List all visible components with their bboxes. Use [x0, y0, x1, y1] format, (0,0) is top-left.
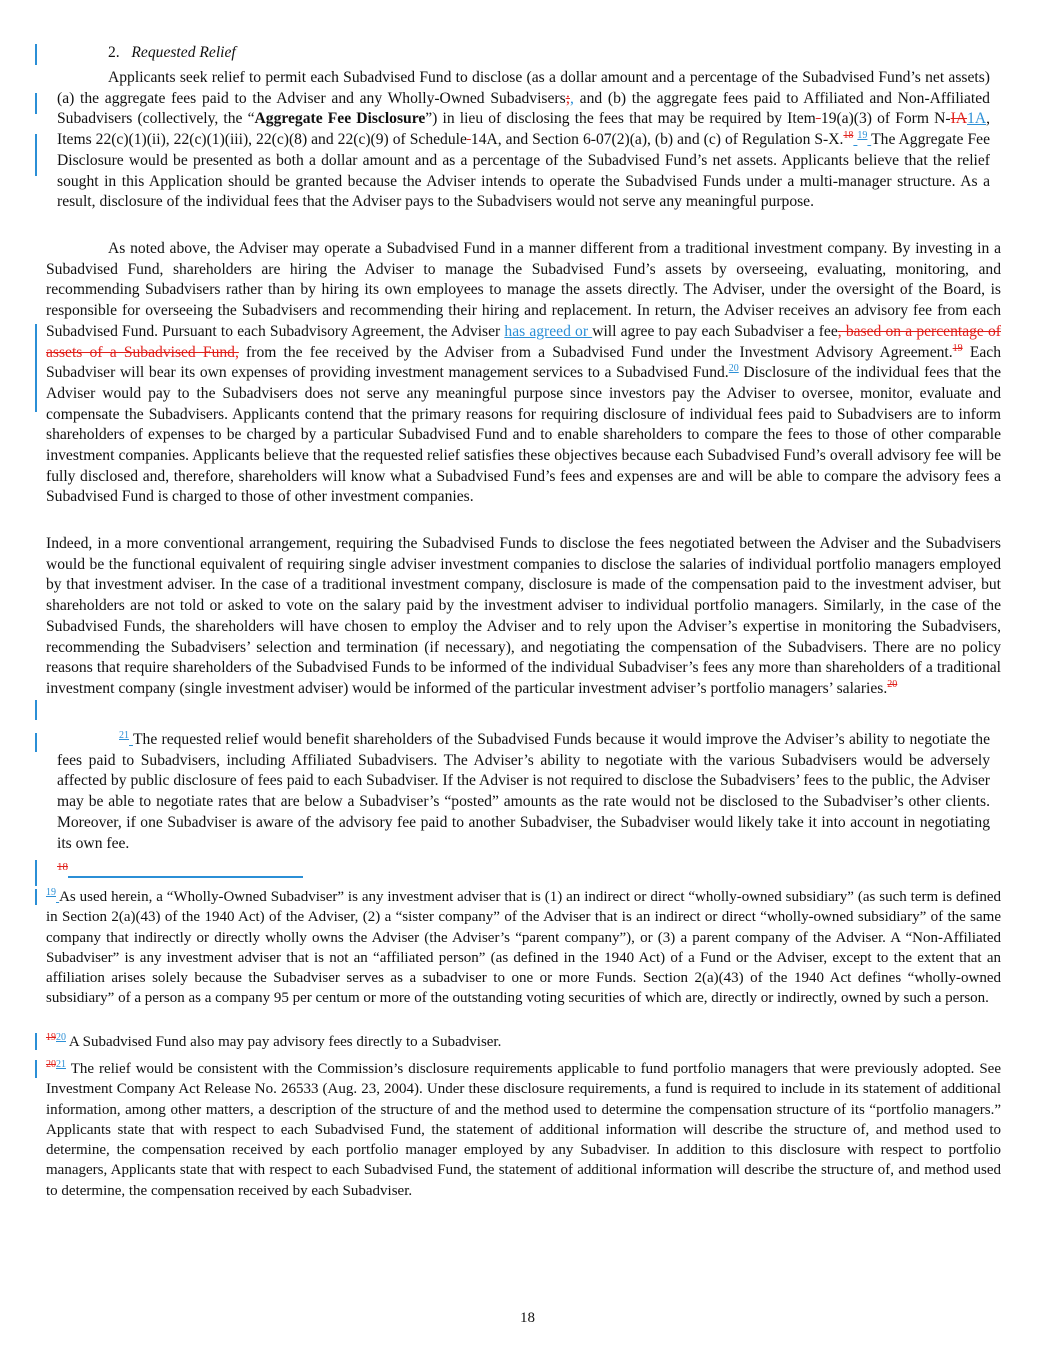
footnote	[46, 887, 1001, 1009]
deleted-footnote-ref[interactable]: 20	[46, 1059, 56, 1070]
section-number: 2.	[108, 44, 120, 61]
paragraph	[46, 239, 1001, 508]
deleted-text: ;	[565, 89, 571, 107]
text-run: 14A, and Section 6-07(2)(a), (b) and (c) of Regulation S-X.	[470, 131, 844, 149]
text-run: will agree to pay each Subadviser a fee	[592, 322, 838, 340]
deleted-text: , based on a percentage of assets of a Subadvised Fund,	[46, 322, 1001, 361]
text-run: 19(a)(3) of Form N-	[820, 110, 951, 128]
text-run: The requested relief would benefit shareholders of the Subadvised Funds because it would improve the Adviser’s ability to negotiate the fees paid to Subadvisers, including Affiliated Subadvisers. The Adviser’s ability to negotiate with the various Subadvisers would be adversely affected by public disclosure of fees paid to each Subadviser. If the Adviser is not required to disclose the Subadvisers’ fees to the public, the Adviser may be able to negotiate rates that are below a Subadviser’s “posted” amounts as the rate would not be disclosed to the Subadviser’s other clients. Moreover, if one Subadviser is aware of the advisory fee paid to another Subadviser, the Subadviser would likely take it into account in negotiating its own fee.	[57, 731, 990, 852]
change-bar	[35, 700, 37, 720]
section-heading	[108, 43, 236, 64]
text-run: Disclosure of the individual fees that the Adviser would pay to the Subadvisers does not serve any meaningful purpose since investors pay the Adviser to oversee, monitor, evaluate and compensate the Subadvisers. Applicants contend that the primary reasons for requiring disclosure of individual fees paid to Subadvisers are to inform shareholders of expenses to be charged by a particular Subadvised Fund and to enable shareholders to compare the fees to those of other comparable investment companies. Applicants believe that the requested relief satisfies these objectives because each Subadvised Fund’s overall advisory fee will be fully disclosed and, therefore, shareholders will know what a Subadvised Fund’s fees and expenses are and will be able to compare the advisory fees a Subadvised Fund is charged to those of other investment companies.	[46, 364, 1001, 506]
change-bar	[35, 1033, 37, 1050]
text-run: Indeed, in a more conventional arrangement, requiring the Subadvised Funds to disclose the fees negotiated between the Adviser and the Subadvisers would be the functional equivalent of requiring single adviser investment companies to disclose the salaries of individual portfolio managers employed by that investment adviser. In the case of a traditional investment company, disclosure is made of the compensation paid to the investment adviser, but shareholders are not told or asked to vote on the salary paid by the investment adviser to individual portfolio managers. Similarly, in the case of the Subadvised Funds, the shareholders will have chosen to employ the Adviser and to rely upon the Adviser’s expertise in monitoring the Subadvisers, recommending the Subadvisers’ selection and termination (if necessary), and negotiating the compensation of the Subadvisers. There are no policy reasons that require shareholders of the Subadvised Funds to be informed of the individual Subadviser’s fees any more than shareholders of a traditional investment company (single investment adviser) would be informed of the particular investment adviser’s portfolio managers’ salaries.	[46, 535, 1001, 697]
deleted-footnote-ref[interactable]: 19	[952, 342, 963, 354]
inserted-footnote-ref[interactable]: 21	[119, 730, 129, 741]
change-bar	[35, 44, 37, 65]
text-run: from the fee received by the Adviser from a Subadvised Fund under the Investment Advisory Agreement.	[238, 343, 953, 361]
text-run: The relief would be consistent with the Commission’s disclosure requirements applicable to fund portfolio managers that were previously adopted. See Investment Company Act Release No. 26533 (Aug. 23, 2004). Under these disclosure requirements, a fund is required to include in its statement of additional information, among other matters, a description of the structure of and the method used to determine the compensation structure of its “portfolio managers.” Applicants state that with respect to each Subadvised Fund, the statement of additional information will describe the structure of, and method used to determine, the compensation received by each portfolio manager employed by any Subadviser. In addition to this disclosure with respect to portfolio managers, Applicants state that with respect to each Subadvised Fund, the statement of additional information will describe the structure of, and method used to determine, the compensation received by each Subadviser.	[46, 1061, 1001, 1199]
section-title: Requested Relief	[131, 44, 236, 61]
text-run: As used herein, a “Wholly-Owned Subadviser” is any investment adviser that is (1) an indirect or direct “wholly-owned subsidiary” (as such term is defined in Section 2(a)(43) of the 1940 Act) of the Adviser, (2) a “sister company” of the Adviser that is an indirect or direct “wholly-owned subsidiary” of the same company that indirectly or directly wholly owns the Adviser (the Adviser’s “parent company”), or (3) a parent company of the Adviser. A “Non-Affiliated Subadviser” is any investment adviser that is not an “affiliated person” (as defined in the 1940 Act) of a Fund or the Adviser, except to the extent that an affiliation arises solely because the Subadviser serves as a subadviser to one or more Funds. Section 2(a)(43) of the 1940 Act defines “wholly-owned subsidiary” of a person as a company 95 per centum or more of the outstanding voting securities of which are, directly or indirectly, owned by such a person.	[46, 889, 1001, 1007]
change-bar	[35, 1060, 37, 1078]
footnote	[46, 1032, 1001, 1052]
footnote-separator	[68, 876, 303, 878]
page-number: 18	[520, 1310, 535, 1326]
inserted-footnote-ref[interactable]: 21	[56, 1059, 66, 1070]
text-run: Applicants seek relief to permit each Subadvised Fund to disclose (as a dollar amount and a percentage of the Subadvised Fund’s net assets) (a) the aggregate fees paid to the Adviser and any Wholly-Owned Subadvisers	[57, 69, 990, 107]
deleted-footnote-ref[interactable]: 19	[46, 1032, 56, 1043]
change-bar	[35, 889, 37, 905]
change-bar	[35, 93, 37, 114]
inserted-text: has agreed or	[504, 322, 593, 340]
text-run: ”) in lieu of disclosing the fees that may be required by Item	[425, 110, 816, 128]
paragraph	[46, 534, 1001, 700]
footnote	[46, 1059, 1001, 1201]
text-run: , Items 22(c)(1)(ii), 22(c)(1)(iii), 22(c)(8) and 22(c)(9) of Schedule	[57, 110, 990, 149]
paragraph	[57, 68, 990, 213]
text-run: As noted above, the Adviser may operate a Subadvised Fund in a manner different from a traditional investment company. By investing in a Subadvised Fund, shareholders are hiring the Adviser to manage the Subadvised Fund’s assets by overseeing, evaluating, monitoring, and recommending Subadvisers rather than by hiring its own employees to manage the assets directly. The Adviser, under the oversight of the Board, is responsible for overseeing the Subadvisers and recommending their hiring and replacement. In return, the Adviser receives an advisory fee from each Subadvised Fund. Pursuant to each Subadvisory Agreement, the Adviser	[46, 240, 1001, 340]
bold-term: Aggregate Fee Disclosure	[254, 110, 426, 128]
inserted-footnote-ref[interactable]: 19	[46, 887, 56, 898]
inserted-text: ,	[570, 89, 574, 107]
inserted-footnote-ref[interactable]: 20	[728, 363, 739, 375]
deleted-footnote-ref[interactable]: 18	[843, 130, 854, 142]
text-run: and (b) the aggregate fees paid to Affiliated and Non-Affiliated Subadvisers (collectively, the “	[57, 89, 990, 128]
inserted-footnote-ref[interactable]: 20	[56, 1032, 66, 1043]
inserted-text: 1A	[967, 110, 987, 128]
text-run: A Subadvised Fund also may pay advisory fees directly to a Subadviser.	[66, 1034, 502, 1050]
change-bar	[35, 324, 37, 412]
text-run: The Aggregate Fee Disclosure would be presented as both a dollar amount and as a percentage of the Subadvised Fund’s net assets. Applicants believe that the relief sought in this Application should be granted because the Adviser intends to operate the Subadvised Funds under a multi-manager structure. As a result, disclosure of the individual fees that the Adviser pays to the Subadvisers would not serve any meaningful purpose.	[57, 131, 990, 211]
inserted-footnote-ref[interactable]: 19	[857, 130, 868, 142]
change-bar	[35, 733, 37, 752]
paragraph	[57, 730, 990, 854]
change-bar	[35, 134, 37, 176]
change-bar	[35, 860, 37, 886]
deleted-text: IA	[950, 110, 968, 128]
deleted-footnote-marker: 18	[57, 861, 68, 873]
deleted-footnote-ref[interactable]: 20	[887, 678, 898, 690]
text-run: Each Subadviser will bear its own expenses of providing investment management services to a Subadvised Fund.	[46, 343, 1001, 382]
